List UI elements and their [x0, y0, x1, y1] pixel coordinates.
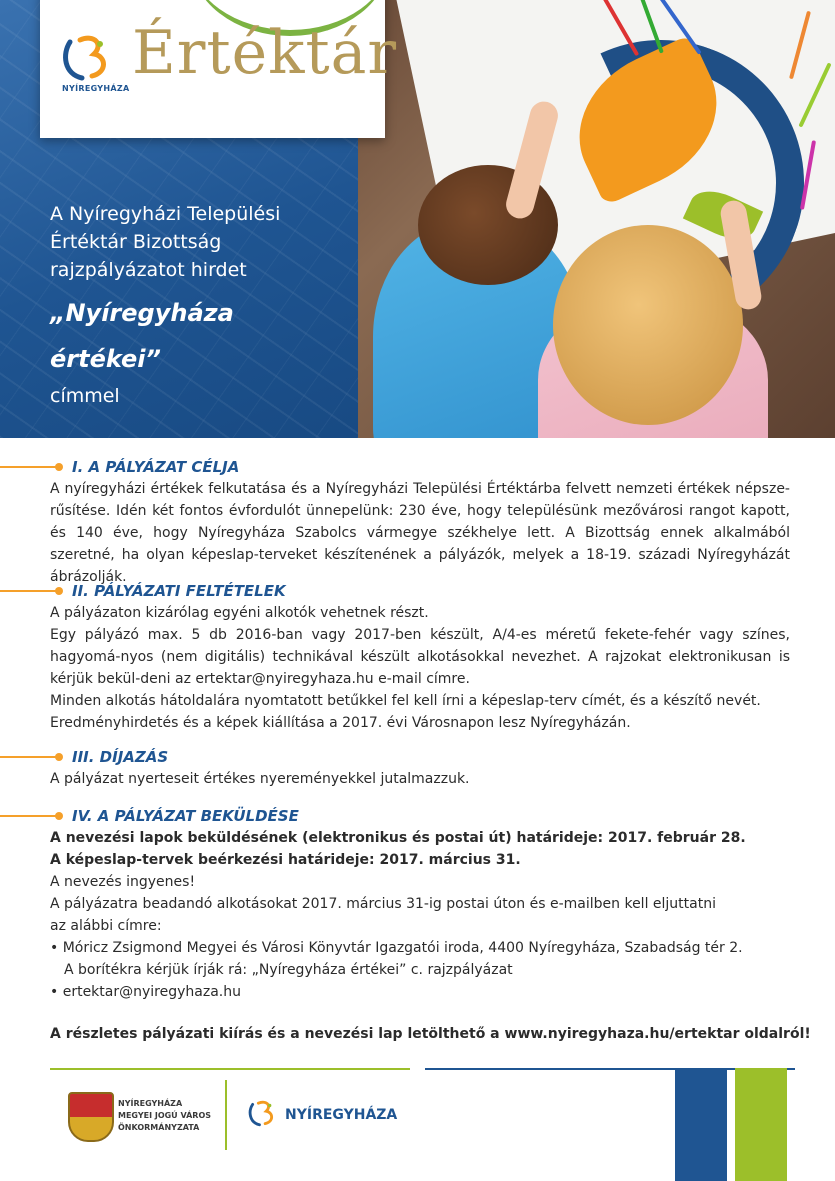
paragraph: Eredményhirdetés és a képek kiállítása a 2017. évi Városnapon lesz Nyíregyházán.	[50, 715, 631, 731]
footer-divider	[225, 1080, 227, 1150]
city-crest-icon	[68, 1092, 114, 1142]
paragraph: A pályázatra beadandó alkotásokat 2017. március 31-ig postai úton és e-mailben kell eljuttatni	[50, 896, 716, 912]
nyiregyhaza-bird-logo-icon	[60, 34, 120, 84]
paragraph: A pályázaton kizárólag egyéni alkotók vehetnek részt.	[50, 605, 429, 621]
intro-line-1: A Nyíregyházi Települési	[50, 203, 281, 225]
section-conditions	[0, 580, 835, 734]
paragraph: A pályázat nyerteseit értékes nyereményekkel jutalmazzuk.	[50, 771, 470, 787]
section-header	[0, 746, 835, 768]
section-title: I. A PÁLYÁZAT CÉLJA	[72, 458, 240, 476]
section-rule	[0, 590, 58, 592]
section-goal	[0, 456, 835, 588]
section-dot-icon	[55, 753, 63, 761]
municipality-line: MEGYEI JOGÚ VÁROS	[118, 1111, 212, 1120]
footer-blue-block	[675, 1068, 727, 1181]
intro-line-3: rajzpályázatot hirdet	[50, 259, 247, 281]
section-rule	[0, 466, 58, 468]
paragraph: A nyíregyházi értékek felkutatása és a Nyíregyházi Települési Értéktárba felvett nemzeti értékek népsze-rűsítése. Idén két fontos évfordulót ünnepelünk: 230 éve, hogy településünk mezővárosi rangot kapott, és 140 éve, hogy Nyíregyháza Szabolcs vármegye székhelye lett. A Bizottság ennek alkalmából szeretné, ha olyan képeslap-terveket készítenének a pályázók, melyek a 18-19. századi Nyíregyházát ábrázolják.	[50, 481, 790, 585]
municipality-name	[118, 1098, 211, 1134]
section-dot-icon	[55, 463, 63, 471]
footer-city-name: NYÍREGYHÁZA	[285, 1107, 398, 1123]
deadline-entry: A nevezési lapok beküldésének (elektronikus és postai út) határideje: 2017. február 28.	[50, 830, 746, 846]
paragraph: A nevezés ingyenes!	[50, 874, 196, 890]
section-dot-icon	[55, 587, 63, 595]
section-title: III. DÍJAZÁS	[72, 748, 169, 766]
girl-head	[553, 225, 743, 425]
contest-title: „Nyíregyháza értékei”	[50, 299, 234, 373]
ertektar-logo-card	[40, 0, 398, 138]
paragraph: Egy pályázó max. 5 db 2016-ban vagy 2017-ben készült, A/4-es méretű fekete-fehér vagy színes, hagyomá-nyos (nem digitális) technikával készült alkotásokkal nevezhet. A rajzokat elektronikusan is kérjük bekül-deni az ertektar@nyiregyhaza.hu e-mail címre.	[50, 627, 790, 687]
intro-text	[50, 200, 350, 410]
closing-note: A részletes pályázati kiírás és a nevezési lap letölthető a www.nyiregyhaza.hu/ertektar oldalról!	[50, 1026, 811, 1042]
logo-wordmark: Értéktár	[132, 18, 398, 88]
section-header	[0, 580, 835, 602]
deadline-artwork: A képeslap-tervek beérkezési határideje: 2017. március 31.	[50, 852, 521, 868]
section-prizes	[0, 746, 835, 790]
section-header	[0, 805, 835, 827]
section-title: II. PÁLYÁZATI FELTÉTELEK	[72, 582, 286, 600]
section-rule	[0, 815, 58, 817]
section-body	[50, 827, 790, 1003]
address-list-item: • Móricz Zsigmond Megyei és Városi Könyvtár Igazgatói iroda, 4400 Nyíregyháza, Szabadság tér 2.	[50, 940, 743, 956]
hero-banner	[0, 0, 835, 438]
footer-green-block	[735, 1068, 787, 1181]
section-dot-icon	[55, 812, 63, 820]
section-body	[50, 478, 790, 588]
nyiregyhaza-bird-logo-icon	[247, 1097, 281, 1131]
section-body	[50, 602, 790, 734]
footer-rule-green	[50, 1068, 410, 1070]
section-submission	[0, 805, 835, 1003]
logo-city-name: NYÍREGYHÁZA	[62, 84, 130, 93]
paragraph: Minden alkotás hátoldalára nyomtatott betűkkel fel kell írni a képeslap-terv címét, és a készítő nevét.	[50, 693, 761, 709]
paragraph: az alábbi címre:	[50, 918, 162, 934]
envelope-note: A borítékra kérjük írják rá: „Nyíregyháza értékei” c. rajzpályázat	[64, 962, 513, 978]
section-rule	[0, 756, 58, 758]
section-title: IV. A PÁLYÁZAT BEKÜLDÉSE	[72, 807, 299, 825]
section-body	[50, 768, 790, 790]
email-list-item: • ertektar@nyiregyhaza.hu	[50, 984, 241, 1000]
intro-line-4: címmel	[50, 385, 120, 407]
intro-line-2: Értéktár Bizottság	[50, 231, 222, 253]
children-drawing-illustration	[358, 0, 835, 438]
section-header	[0, 456, 835, 478]
municipality-line: ÖNKORMÁNYZATA	[118, 1123, 200, 1132]
municipality-line: NYÍREGYHÁZA	[118, 1099, 183, 1108]
